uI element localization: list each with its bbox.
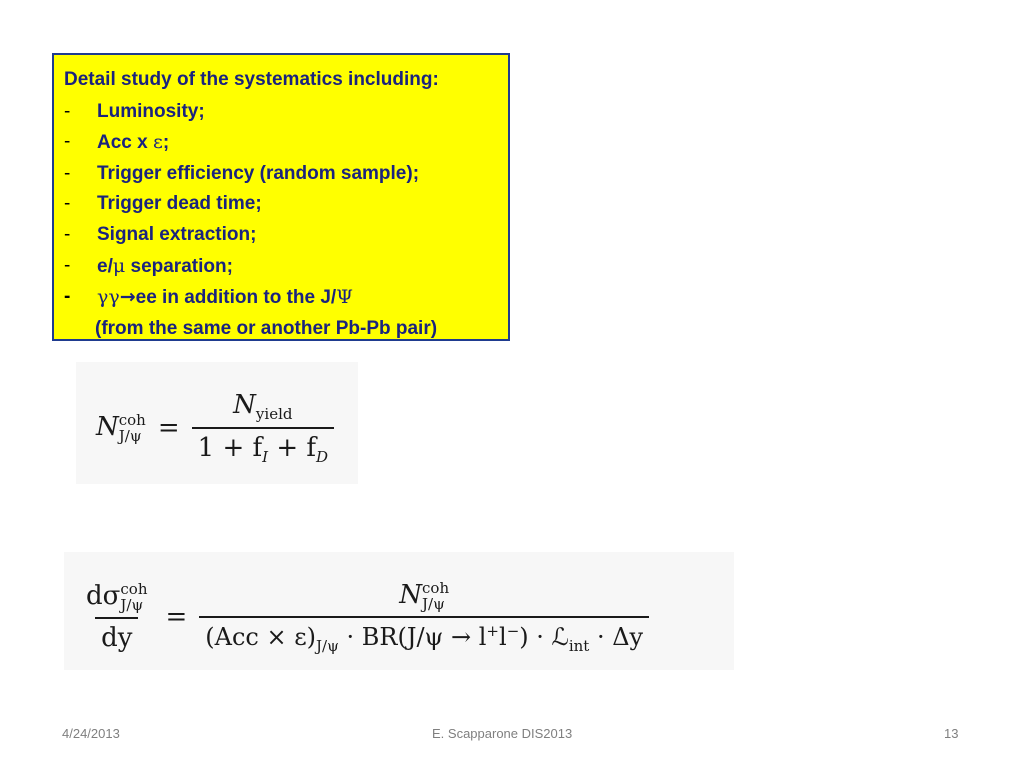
list-item bbox=[64, 189, 508, 220]
bullet-dash: - bbox=[64, 286, 71, 308]
list-item-text: ; bbox=[162, 132, 170, 154]
list-item-text: Trigger efficiency (random sample); bbox=[97, 162, 420, 184]
eq1-lhs: N coh J/ψ bbox=[96, 411, 146, 446]
equation-yield bbox=[76, 362, 358, 484]
list-item bbox=[64, 220, 508, 251]
greek-symbol: Ψ bbox=[336, 286, 353, 309]
eq2-rhs-fraction: N coh J/ψ $(Acc \times \varepsilon)_{J/\psi} \cdot BR(J/\psi \to l^+l^-)$ · ℒ$_{int}$ · Δy bbox=[199, 580, 649, 655]
bullet-dash: - bbox=[64, 131, 71, 153]
list-item bbox=[64, 127, 508, 159]
list-item bbox=[64, 282, 508, 314]
eq2-lhs-fraction: dσ coh J/ψ dy bbox=[86, 580, 148, 654]
list-item-text: e/ bbox=[97, 255, 113, 277]
greek-symbol: μ bbox=[112, 254, 126, 277]
greek-symbol: γγ bbox=[97, 286, 120, 309]
eq1-equals: = bbox=[157, 413, 180, 444]
list-item-text: Luminosity; bbox=[97, 100, 205, 122]
equation-cross-section bbox=[64, 552, 734, 670]
list-item-text: Trigger dead time; bbox=[97, 193, 262, 215]
bullet-dash: - bbox=[64, 254, 71, 276]
footer-page-number: 13 bbox=[944, 726, 959, 741]
list-item bbox=[64, 159, 508, 190]
list-item-text: separation; bbox=[125, 255, 233, 277]
list-item-continuation: (from the same or another Pb-Pb pair) bbox=[95, 317, 438, 339]
bullet-dash: - bbox=[64, 100, 71, 122]
footer-date: 4/24/2013 bbox=[62, 726, 120, 741]
list-item-text: Signal extraction; bbox=[97, 223, 257, 245]
systematics-list bbox=[64, 97, 508, 314]
bullet-dash: - bbox=[64, 193, 71, 215]
arrow-icon: → bbox=[119, 286, 136, 309]
greek-symbol: ε bbox=[152, 131, 163, 154]
list-item-text: Acc x bbox=[97, 132, 153, 154]
eq2-equals: = bbox=[165, 602, 188, 633]
footer-author: E. Scapparone DIS2013 bbox=[432, 726, 573, 741]
eq1-fraction: $\frac{N_{yield}}{1 + f_I + f_D}$ bbox=[192, 390, 334, 466]
list-item-text: ee in addition to the J/ bbox=[135, 287, 337, 309]
systematics-title: Detail study of the systematics including: bbox=[64, 69, 439, 90]
list-item bbox=[64, 251, 508, 283]
list-item bbox=[64, 97, 508, 128]
bullet-dash: - bbox=[64, 162, 71, 184]
bullet-dash: - bbox=[64, 223, 71, 245]
systematics-box bbox=[52, 53, 510, 341]
